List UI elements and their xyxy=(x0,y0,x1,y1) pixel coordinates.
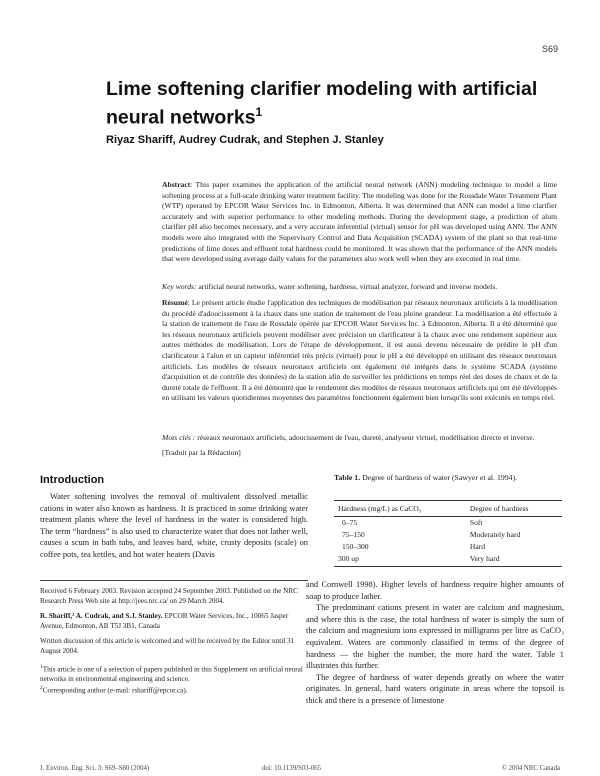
table-caption-text: Degree of hardness of water (Sawyer et al. 1994). xyxy=(362,473,518,482)
hardness-table xyxy=(334,500,562,567)
mots-cles-text: réseaux neuronaux artificiels, adoucissement de l'eau, dureté, analyseur virtuel, modélisation directe et inverse. xyxy=(197,433,535,442)
table-row xyxy=(334,517,562,529)
body-paragraph: and Cornwell 1998). Higher levels of hardness require higher amounts of soap to produce lather. xyxy=(306,580,564,601)
body-paragraph: The predominant cations present in water are calcium and magnesium, and where this is the case, the total hardness of water is simply the sum of the calcium and magnesium ions expressed in milligrams per litre as CaCO₃ equivalent. Waters are commonly classified in terms of the degree of hardness — the higher the number, the more hard the water. Table 1 illustrates this further. xyxy=(306,603,564,671)
discussion-note: Written discussion of this article is welcomed and will be received by the Editor until 31 August 2004. xyxy=(40,637,295,655)
introduction-paragraph: Water softening involves the removal of multivalent dissolved metallic cations in water also known as hardness. It is practiced in some drinking water treatment plants where the level of hardness in the water is considered high. The term “hardness” is also used to characterize water that does not lather well, causes a scum in bath tubs, and leaves hard, white, crusty deposits (scale) on coffee pots, tea kettles, and hot water heaters (Davis xyxy=(40,492,308,559)
table-header-cell: Hardness (mg/L) as CaCO₃ xyxy=(334,501,466,517)
article-title xyxy=(106,78,566,130)
resume-text: : Le présent article étudie l'application des techniques de modélisation par réseaux neuronaux artificiels à la modélisation du procédé d'adoucissement à la chaux dans une station de traitement de l'eau pleine grandeur. La modélisation a été effectuée à la station de traitement de l'eau de Rossdale opérée par EPCOR Water Services Inc. à Edmonton, Alberta. Il a été déterminé que les réseaux neuronaux artificiels peuvent modéliser avec précision un clarificateur à la chaux avec une rendement supérieur aux autres méthodes de modélisation. Lors de l'étape de développement, il est aussi devenu nécessaire de prédire le pH d'un clarificateur à l'alun et un capteur inférentiel très précis (virtuel) pour le pH a été développé en utilisant des réseaux neuronaux artificiels. Les modèles de réseaux neuronaux artificiels ont également été intégrés dans le système SCADA (système d'acquisition et de contrôle des données) de la station afin de surveiller les prédictions en temps réel des doses de chaux et de la dureté totale de l'effluent. Il a été démontré que le rendement des modèles de réseaux neuronaux artificiels qui ont été développés en utilisant les valeurs quotidiennes moyennes des paramètres fonctionnent également bien lorsqu'ils sont exécutés en temps réel. xyxy=(162,298,557,403)
received-note: Received 6 February 2003. Revision accepted 24 September 2003. Published on the NRC Research Press Web site at http://jees.nrc.ca/ on 29 March 2004. xyxy=(40,587,298,605)
table-header-row xyxy=(334,501,562,517)
table-caption-label: Table 1. xyxy=(334,473,361,482)
title-text: Lime softening clarifier modeling with artificial neural networks xyxy=(106,78,538,129)
keywords-text: artificial neural networks, water softening, hardness, virtual analyzer, forward and inverse models. xyxy=(198,282,498,291)
affiliation-note xyxy=(40,612,308,631)
keywords-label: Key words: xyxy=(162,282,197,291)
footnote-1-text: This article is one of a selection of papers published in this Supplement on artificial neural networks in environmental engineering and science. xyxy=(40,664,303,683)
footnote-1 xyxy=(40,663,308,685)
table-cell: 0–75 xyxy=(342,518,358,528)
mots-cles xyxy=(162,433,557,444)
first-page-notes xyxy=(40,580,308,696)
right-column-text xyxy=(306,579,564,707)
table-cell: Soft xyxy=(469,518,483,528)
resume xyxy=(162,298,557,404)
footnote-2 xyxy=(40,684,308,696)
translation-note: [Traduit par la Rédaction] xyxy=(162,448,241,457)
body-paragraph: The degree of hardness of water depends greatly on where the water originates. In general, hard waters originate in areas where the topsoil is thick and there is a presence of limestone xyxy=(306,672,564,705)
footer-journal-citation: J. Environ. Eng. Sci. 3: S69–S80 (2004) xyxy=(40,765,150,772)
affiliation-names: R. Shariff,² A. Cudrak, and S.J. Stanley. xyxy=(40,612,163,621)
table-header-cell: Degree of hardness xyxy=(466,501,562,517)
table-cell: 300 up xyxy=(334,552,466,566)
table-caption xyxy=(334,473,564,483)
abstract-label: Abstract xyxy=(162,180,191,189)
table-cell: 150–300 xyxy=(342,541,369,551)
table-cell: Very hard xyxy=(466,552,562,566)
title-footnote-mark: 1 xyxy=(255,105,263,119)
footer-copyright: © 2004 NRC Canada xyxy=(501,765,560,772)
table-cell: Hard xyxy=(469,541,486,551)
table-row xyxy=(334,541,562,553)
table-row xyxy=(334,529,562,541)
author-list: Riyaz Shariff, Audrey Cudrak, and Stephen J. Stanley xyxy=(106,134,384,146)
table-cell: Moderately hard xyxy=(469,530,521,540)
page-number: S69 xyxy=(541,44,558,54)
footnote-1-mark: 1 xyxy=(40,663,43,670)
footnote-2-mark: 2 xyxy=(40,685,43,692)
section-heading-introduction: Introduction xyxy=(40,474,105,486)
mots-cles-label: Mots clés : xyxy=(162,433,196,442)
footnote-2-text: Corresponding author (e-mail: rshariff@epcor.ca). xyxy=(42,686,188,695)
abstract-text: : This paper examines the application of the artificial neural network (ANN) modeling technique to model a lime softening process at a full-scale drinking water treatment facility. The modeling was done for the Rossdale Water Treatment Plant (WTP) operated by EPCOR Water Services Inc. in Edmonton, Alberta. It was determined that ANN can model a lime clarifier accurately and with superior performance to other modeling methods. During the development stage, a prediction of alum clarifier pH also becomes necessary, and a very accurate inferential (virtual) sensor for pH was developed using ANN. The ANN models were also integrated with the Supervisory Control and Data Acquisition (SCADA) system of the plant so that real-time predictions of lime doses and effluent total hardness could be monitored. It was shown that the performance of the ANN models that were developed using average daily values for the parameters also work well when they are executed in real time. xyxy=(162,180,557,264)
table-row xyxy=(334,552,562,566)
table-cell: 75–150 xyxy=(342,530,365,540)
keywords xyxy=(162,282,557,293)
resume-label: Résumé xyxy=(162,298,188,307)
affiliation-address: EPCOR Water Services, Inc., 10065 Jasper Avenue, Edmonton, AB T5J 3B1, Canada xyxy=(40,612,289,630)
abstract xyxy=(162,180,557,265)
footer-doi: doi: 10.1139/S03-065 xyxy=(262,765,322,772)
